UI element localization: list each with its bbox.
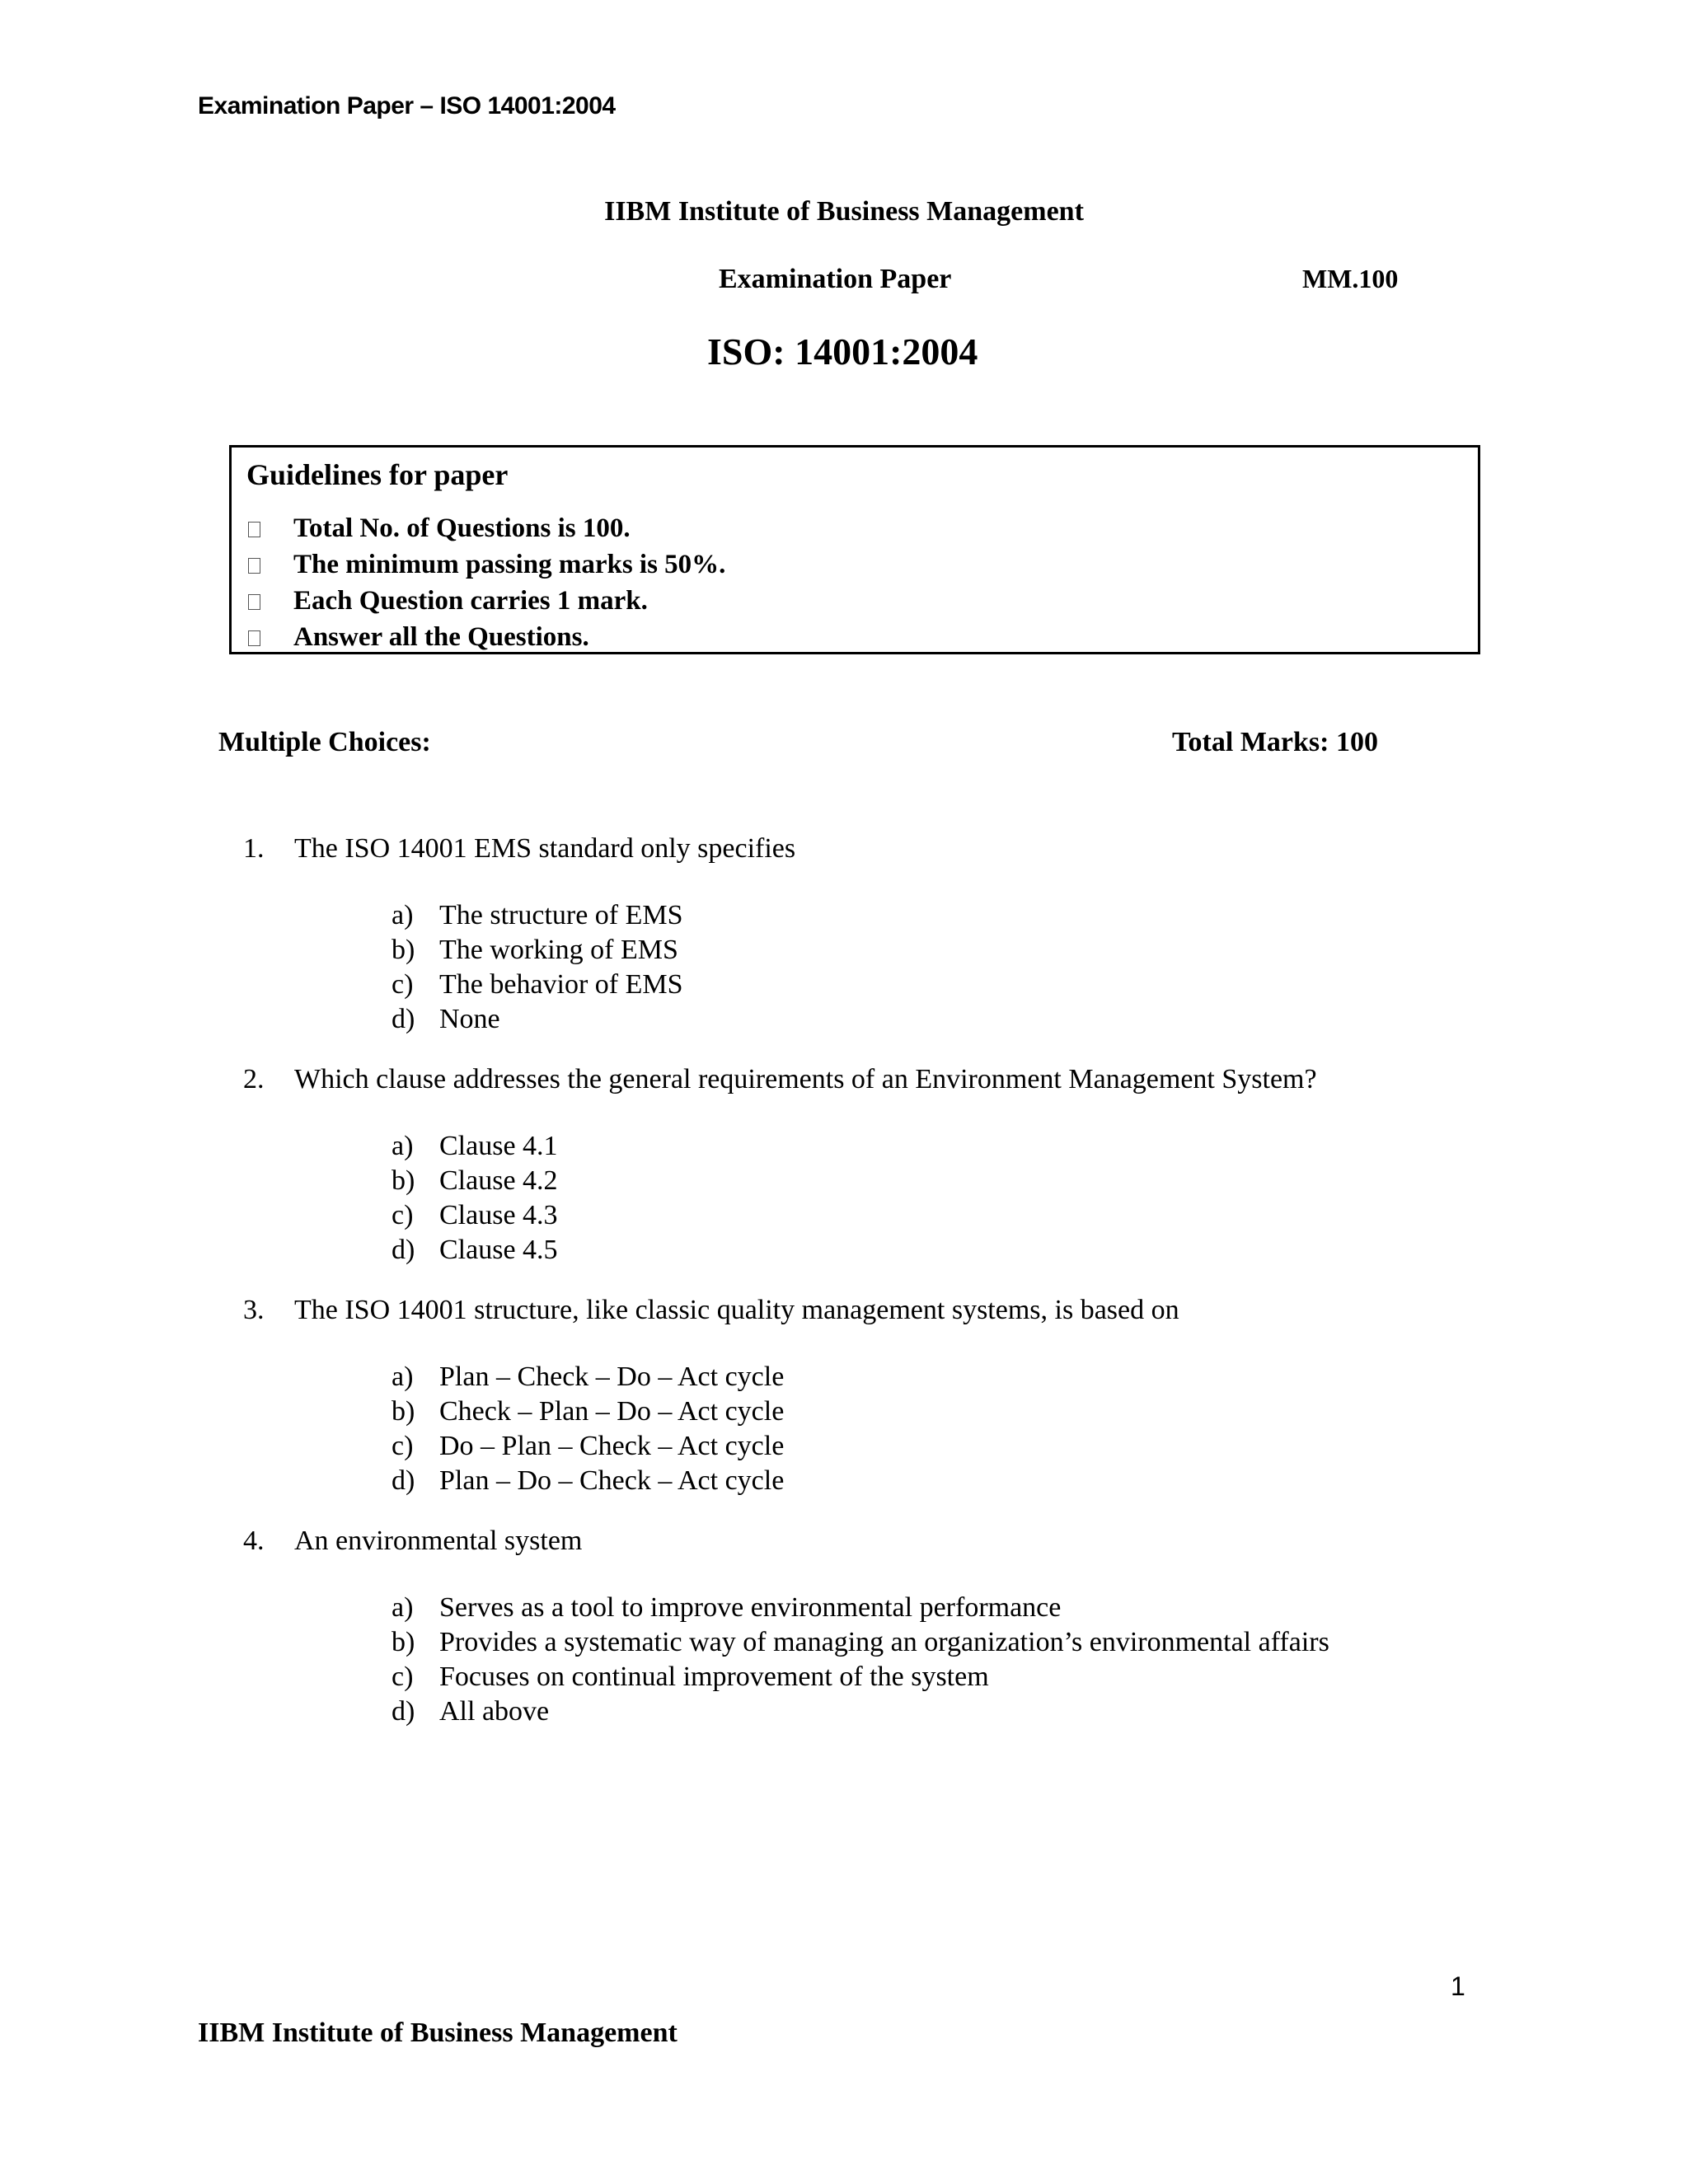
running-header: Examination Paper – ISO 14001:2004 [198, 92, 616, 120]
bullet-square-icon [248, 630, 260, 646]
option-item [392, 1464, 1479, 1498]
standard-title: ISO: 14001:2004 [707, 330, 978, 373]
question-text: Which clause addresses the general requirements of an Environment Management System? [294, 1064, 1317, 1094]
option-item [392, 1360, 1479, 1394]
question-1 [243, 831, 1479, 1037]
guideline-item: The minimum passing marks is 50%. [248, 546, 725, 583]
option-text: Clause 4.1 [439, 1131, 558, 1161]
option-text: Focuses on continual improvement of the system [439, 1661, 989, 1692]
question-stem [243, 1523, 1479, 1559]
option-item [392, 1591, 1479, 1625]
option-letter: d) [392, 1235, 415, 1265]
question-stem [243, 1062, 1479, 1098]
option-text: Clause 4.2 [439, 1165, 558, 1196]
option-letter: b) [392, 1396, 415, 1427]
total-marks: Total Marks: 100 [1172, 727, 1378, 757]
option-list [392, 1591, 1479, 1729]
option-letter: c) [392, 1200, 414, 1230]
option-text: Serves as a tool to improve environmental performance [439, 1592, 1062, 1623]
option-item [392, 968, 1479, 1002]
guidelines-heading: Guidelines for paper [246, 458, 509, 491]
option-text: The structure of EMS [439, 900, 683, 930]
option-item [392, 1660, 1479, 1694]
option-letter: d) [392, 1696, 415, 1727]
option-text: Do – Plan – Check – Act cycle [439, 1431, 785, 1461]
option-letter: c) [392, 1661, 414, 1692]
option-item [392, 1625, 1479, 1660]
option-list [392, 898, 1479, 1037]
option-item [392, 898, 1479, 933]
option-text: Provides a systematic way of managing an organization’s environmental affairs [439, 1627, 1329, 1657]
question-number: 3. [243, 1295, 265, 1325]
option-list [392, 1129, 1479, 1268]
option-text: The behavior of EMS [439, 969, 683, 1000]
section-label: Multiple Choices: [218, 727, 431, 757]
exam-paper-label: Examination Paper [719, 264, 952, 294]
option-item [392, 1394, 1479, 1429]
guidelines-list [248, 510, 725, 655]
running-footer: IIBM Institute of Business Management [198, 2018, 678, 2048]
question-text: The ISO 14001 structure, like classic quality management systems, is based on [294, 1295, 1179, 1325]
option-item [392, 1002, 1479, 1037]
institute-title: IIBM Institute of Business Management [604, 196, 1084, 227]
option-item [392, 1198, 1479, 1233]
bullet-square-icon [248, 594, 260, 610]
page-number: 1 [1451, 1971, 1465, 2001]
option-item [392, 1233, 1479, 1268]
option-letter: b) [392, 935, 415, 965]
option-text: Plan – Do – Check – Act cycle [439, 1465, 785, 1496]
option-text: The working of EMS [439, 935, 678, 965]
option-letter: b) [392, 1627, 415, 1657]
option-letter: d) [392, 1004, 415, 1034]
question-list [243, 831, 1479, 1754]
option-text: Clause 4.5 [439, 1235, 558, 1265]
option-text: None [439, 1004, 500, 1034]
guideline-item: Each Question carries 1 mark. [248, 583, 725, 619]
option-text: Check – Plan – Do – Act cycle [439, 1396, 785, 1427]
question-2 [243, 1062, 1479, 1268]
option-letter: c) [392, 1431, 414, 1461]
guidelines-box [229, 445, 1480, 654]
question-number: 4. [243, 1526, 265, 1556]
bullet-square-icon [248, 522, 260, 537]
option-item [392, 1129, 1479, 1164]
option-item [392, 1164, 1479, 1198]
option-item [392, 1694, 1479, 1729]
option-list [392, 1360, 1479, 1498]
option-letter: a) [392, 1361, 414, 1392]
bullet-square-icon [248, 558, 260, 574]
option-letter: a) [392, 1592, 414, 1623]
option-item [392, 933, 1479, 968]
question-text: The ISO 14001 EMS standard only specifies [294, 833, 796, 864]
option-letter: c) [392, 969, 414, 1000]
question-4 [243, 1523, 1479, 1729]
max-marks: MM.100 [1302, 264, 1399, 293]
question-3 [243, 1292, 1479, 1498]
guideline-item: Answer all the Questions. [248, 619, 725, 655]
question-stem [243, 1292, 1479, 1329]
option-letter: b) [392, 1165, 415, 1196]
option-text: Clause 4.3 [439, 1200, 558, 1230]
question-number: 2. [243, 1064, 265, 1094]
option-text: Plan – Check – Do – Act cycle [439, 1361, 785, 1392]
option-letter: a) [392, 1131, 414, 1161]
question-text: An environmental system [294, 1526, 583, 1556]
option-letter: d) [392, 1465, 415, 1496]
guideline-item: Total No. of Questions is 100. [248, 510, 725, 546]
option-text: All above [439, 1696, 550, 1727]
option-letter: a) [392, 900, 414, 930]
option-item [392, 1429, 1479, 1464]
question-stem [243, 831, 1479, 867]
question-number: 1. [243, 833, 265, 864]
